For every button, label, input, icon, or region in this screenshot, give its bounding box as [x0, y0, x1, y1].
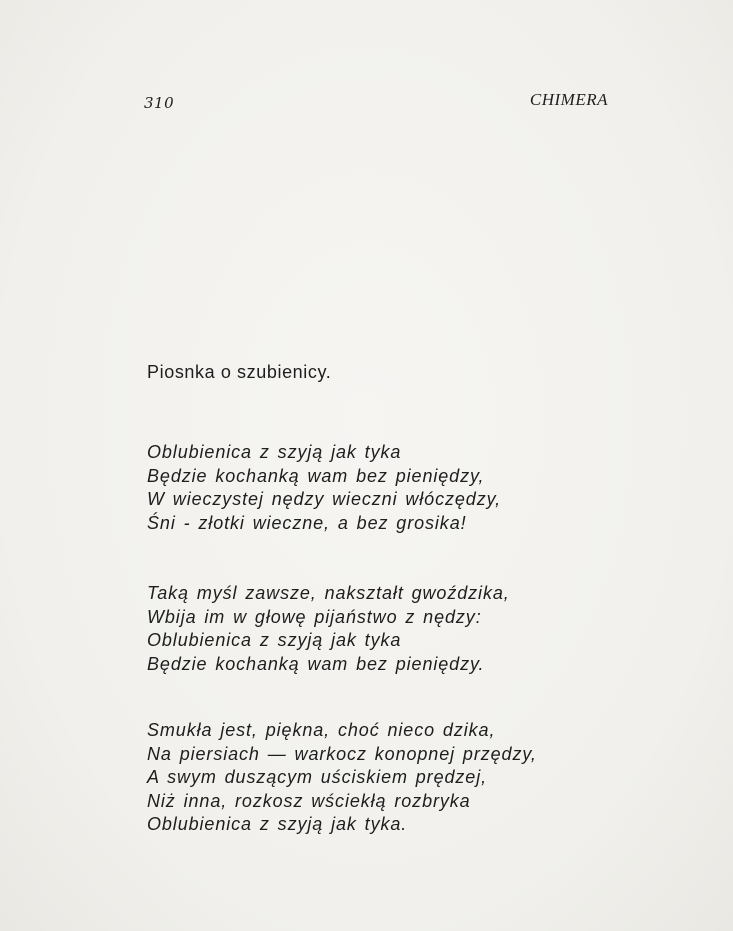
- stanza-3: [147, 719, 537, 837]
- poem-line: Wbija im w głowę pijaństwo z nędzy:: [147, 606, 482, 627]
- poem-line: W wieczystej nędzy wieczni włóczędzy,: [147, 489, 502, 509]
- poem-title: Piosnka o szubienicy.: [147, 362, 332, 382]
- poem-line: Oblubienica z szyją jak tyka: [147, 630, 402, 650]
- running-title: CHIMERA: [529, 90, 608, 109]
- poem-line: Będzie kochanką wam bez pieniędzy.: [147, 653, 485, 674]
- poem-line: Śni - złotki wieczne, a bez grosika!: [147, 512, 467, 533]
- poem-line: Taką myśl zawsze, nakształt gwoździka,: [147, 583, 510, 603]
- poem-line: A swym duszącym uściskiem prędzej,: [147, 767, 488, 787]
- stanza-1: [147, 441, 501, 535]
- poem-line: Oblubienica z szyją jak tyka: [147, 442, 402, 462]
- poem-line: Będzie kochanką wam bez pieniędzy,: [147, 465, 485, 486]
- page-number: 310: [144, 94, 175, 112]
- poem-line: Smukła jest, piękna, choć nieco dzika,: [147, 720, 496, 740]
- poem-line: Na piersiach — warkocz konopnej przędzy,: [147, 743, 537, 764]
- poem-line: Niż inna, rozkosz wściekłą rozbryka: [147, 790, 471, 811]
- poem-line: Oblubienica z szyją jak tyka.: [147, 814, 408, 834]
- stanza-2: [147, 582, 510, 676]
